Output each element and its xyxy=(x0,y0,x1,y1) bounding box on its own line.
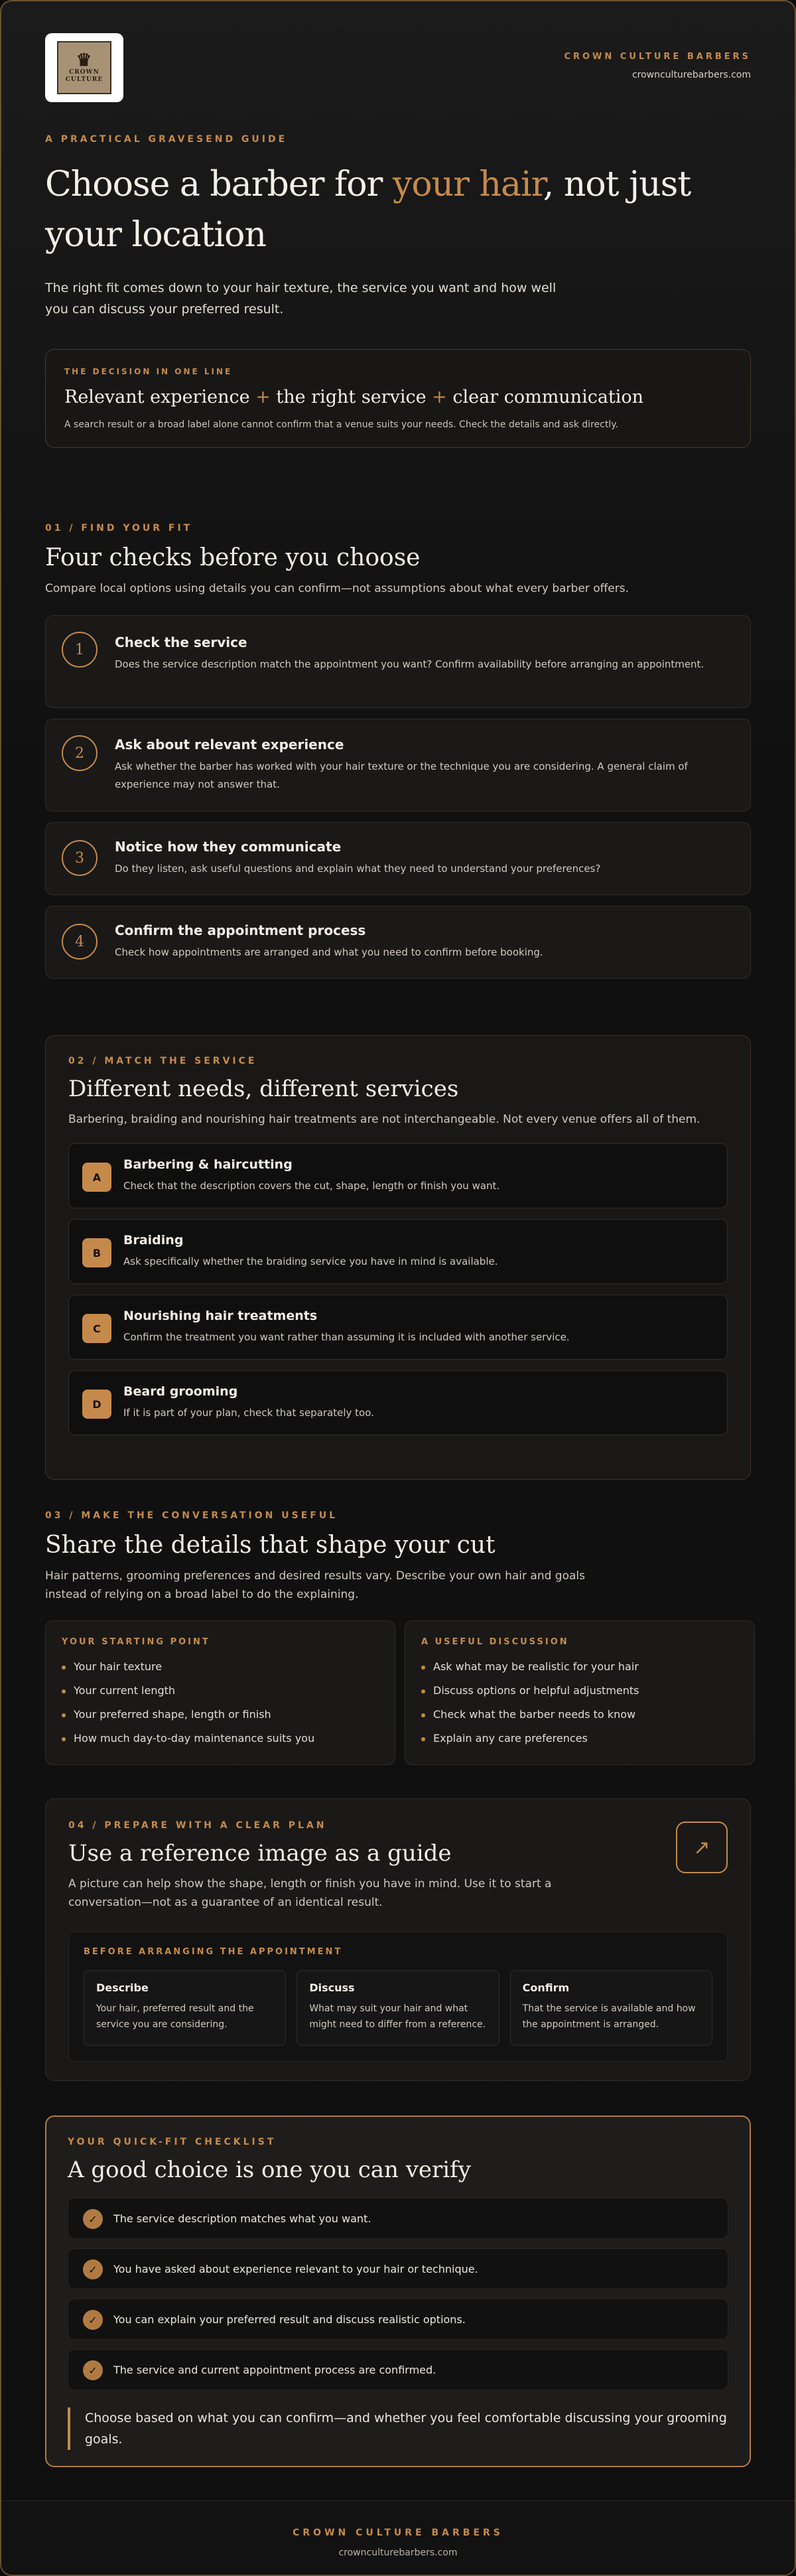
checklist-item xyxy=(68,2198,728,2239)
check-card xyxy=(45,822,751,895)
list-item xyxy=(62,1684,379,1708)
step-desc: Your hair, preferred result and the service you are considering. xyxy=(96,2003,254,2030)
plus-sign: + xyxy=(432,387,447,407)
step-number: 4 xyxy=(62,924,98,960)
list-item-text: Explain any care preferences xyxy=(433,1732,588,1745)
decision-title xyxy=(64,387,732,407)
check-desc: Ask whether the barber has worked with your hair texture or the technique you are considering. A general claim of experience may not answer that. xyxy=(115,760,688,790)
closing-quote: Choose based on what you can confirm—and whether you feel comfortable discussing your grooming goals. xyxy=(68,2407,731,2450)
list-item xyxy=(421,1708,738,1732)
decision-text: A search result or a broad label alone cannot confirm that a venue suits your needs. Check the details and ask directly. xyxy=(64,419,618,430)
brand-url[interactable]: crownculturebarbers.com xyxy=(631,70,751,80)
checklist-text: The service description matches what you want. xyxy=(113,2212,371,2225)
service-title: Barbering & haircutting xyxy=(123,1157,293,1172)
discussion-title: A USEFUL DISCUSSION xyxy=(421,1637,569,1647)
section-prepare-plan xyxy=(45,1798,751,2081)
crown-icon: ♛ xyxy=(76,50,93,70)
service-item xyxy=(68,1219,728,1284)
decision-part1: Relevant experience xyxy=(64,387,250,407)
section-conversation xyxy=(45,1510,751,1604)
step-title: Confirm xyxy=(522,1981,570,1994)
check-title: Notice how they communicate xyxy=(115,839,342,855)
plan-intro: A picture can help show the shape, length or finish you have in mind. Use it to start a conversation—not as a guarantee of an identical result. xyxy=(68,1877,552,1909)
list-item-text: Discuss options or helpful adjustments xyxy=(433,1684,639,1697)
decision-eyebrow: THE DECISION IN ONE LINE xyxy=(64,367,233,376)
footer-url[interactable]: crownculturebarbers.com xyxy=(338,2547,458,2558)
bullet-icon xyxy=(421,1737,425,1741)
service-desc: If it is part of your plan, check that separately too. xyxy=(123,1407,374,1419)
hero-title xyxy=(45,159,751,260)
conversation-intro: Hair patterns, grooming preferences and desired results vary. Describe your own hair and goals instead of relying on a broad label to do the explaining. xyxy=(45,1569,585,1601)
hero-title-part2: , not just your location xyxy=(45,165,691,255)
check-icon: ✓ xyxy=(83,2360,103,2380)
checklist-item xyxy=(68,2248,728,2289)
section-match-service xyxy=(45,1035,751,1480)
plan-steps xyxy=(84,1970,712,2046)
fit-title: Four checks before you choose xyxy=(45,544,421,571)
check-title: Ask about relevant experience xyxy=(115,737,344,752)
check-card xyxy=(45,906,751,979)
list-item xyxy=(62,1708,379,1732)
fit-eyebrow: 01 / FIND YOUR FIT xyxy=(45,523,193,534)
service-desc: Check that the description covers the cut, shape, length or finish you want. xyxy=(123,1180,500,1192)
check-icon: ✓ xyxy=(83,2209,103,2229)
service-item xyxy=(68,1295,728,1360)
decision-card xyxy=(45,349,751,448)
check-card xyxy=(45,615,751,708)
quick-fit-checklist xyxy=(45,2115,751,2467)
before-appointment-box xyxy=(68,1932,728,2062)
service-item xyxy=(68,1370,728,1435)
service-title: Braiding xyxy=(123,1233,184,1248)
list-item-text: Your hair texture xyxy=(74,1660,163,1673)
list-item-text: Check what the barber needs to know xyxy=(433,1708,636,1721)
check-title: Check the service xyxy=(115,634,247,650)
starting-point-card xyxy=(45,1620,395,1765)
site-header xyxy=(45,33,751,106)
list-item-text: Your preferred shape, length or finish xyxy=(74,1708,271,1721)
site-footer xyxy=(1,2500,795,2576)
service-desc: Confirm the treatment you want rather than assuming it is included with another service. xyxy=(123,1331,570,1343)
bullet-icon xyxy=(421,1666,425,1670)
hero-eyebrow: A PRACTICAL GRAVESEND GUIDE xyxy=(45,134,288,145)
step-desc: What may suit your hair and what might need to differ from a reference. xyxy=(309,2003,486,2030)
checklist-item xyxy=(68,2299,728,2340)
plan-step xyxy=(510,1970,712,2046)
plus-sign: + xyxy=(255,387,271,407)
starting-title: YOUR STARTING POINT xyxy=(62,1637,210,1647)
before-title: BEFORE ARRANGING THE APPOINTMENT xyxy=(84,1947,343,1957)
quick-eyebrow: YOUR QUICK-FIT CHECKLIST xyxy=(68,2137,277,2147)
plan-eyebrow: 04 / PREPARE WITH A CLEAR PLAN xyxy=(68,1820,327,1831)
starting-list xyxy=(62,1660,379,1756)
list-item xyxy=(421,1684,738,1708)
hero xyxy=(45,134,751,448)
match-eyebrow: 02 / MATCH THE SERVICE xyxy=(68,1056,257,1066)
quick-title: A good choice is one you can verify xyxy=(68,2157,471,2183)
check-desc: Does the service description match the appointment you want? Confirm availability before arranging an appointment. xyxy=(115,658,704,670)
check-desc: Check how appointments are arranged and what you need to confirm before booking. xyxy=(115,946,543,958)
checklist-text: You have asked about experience relevant to your hair or technique. xyxy=(113,2263,478,2275)
check-card xyxy=(45,719,751,812)
check-title: Confirm the appointment process xyxy=(115,922,366,938)
service-title: Beard grooming xyxy=(123,1384,238,1399)
brand-name: CROWN CULTURE BARBERS xyxy=(564,52,751,62)
step-number: 3 xyxy=(62,840,98,876)
step-number: 2 xyxy=(62,735,98,771)
bullet-icon xyxy=(421,1689,425,1693)
plan-step xyxy=(297,1970,499,2046)
service-badge: D xyxy=(82,1390,111,1419)
check-icon: ✓ xyxy=(83,2310,103,2330)
hero-title-accent: your hair xyxy=(392,165,543,204)
check-desc: Do they listen, ask useful questions and explain what they need to understand your preferences? xyxy=(115,863,601,875)
list-item xyxy=(421,1732,738,1756)
external-arrow-icon[interactable]: ↗ xyxy=(676,1822,728,1873)
list-item xyxy=(62,1732,379,1756)
section-find-fit xyxy=(45,523,751,979)
step-number: 1 xyxy=(62,632,98,668)
hero-lead: The right fit comes down to your hair texture, the service you want and how well you can discuss your preferred result. xyxy=(45,281,557,317)
match-intro: Barbering, braiding and nourishing hair treatments are not interchangeable. Not every venue offers all of them. xyxy=(68,1113,700,1126)
list-item xyxy=(62,1660,379,1684)
fit-intro: Compare local options using details you can confirm—not assumptions about what every barber offers. xyxy=(45,582,630,595)
decision-part2: the right service xyxy=(276,387,427,407)
bullet-icon xyxy=(62,1666,66,1670)
service-badge: A xyxy=(82,1163,111,1192)
list-item-text: Ask what may be realistic for your hair xyxy=(433,1660,639,1673)
plan-step xyxy=(84,1970,286,2046)
checklist-text: You can explain your preferred result and discuss realistic options. xyxy=(113,2313,466,2326)
footer-brand: CROWN CULTURE BARBERS xyxy=(293,2528,503,2538)
hero-title-part1: Choose a barber for xyxy=(45,165,393,204)
list-item-text: Your current length xyxy=(74,1684,176,1697)
conversation-title: Share the details that shape your cut xyxy=(45,1532,496,1559)
bullet-icon xyxy=(62,1737,66,1741)
bullet-icon xyxy=(62,1713,66,1717)
brand-block xyxy=(564,52,751,80)
plan-title: Use a reference image as a guide xyxy=(68,1840,452,1867)
brand-logo[interactable] xyxy=(45,33,123,102)
service-badge: C xyxy=(82,1314,111,1343)
useful-discussion-card xyxy=(405,1620,755,1765)
step-desc: That the service is available and how the appointment is arranged. xyxy=(522,2003,696,2030)
list-item-text: How much day-to-day maintenance suits you xyxy=(74,1732,315,1745)
decision-part3: clear communication xyxy=(452,387,644,407)
checklist-item xyxy=(68,2349,728,2390)
check-icon: ✓ xyxy=(83,2259,103,2279)
service-badge: B xyxy=(82,1238,111,1267)
service-title: Nourishing hair treatments xyxy=(123,1309,318,1323)
bullet-icon xyxy=(421,1713,425,1717)
checklist-text: The service and current appointment process are confirmed. xyxy=(113,2364,436,2376)
step-title: Describe xyxy=(96,1981,149,1994)
list-item xyxy=(421,1660,738,1684)
logo-emblem: ♛ CROWN CULTURE xyxy=(57,41,111,94)
discussion-list xyxy=(421,1660,738,1756)
step-title: Discuss xyxy=(309,1981,355,1994)
conversation-eyebrow: 03 / MAKE THE CONVERSATION USEFUL xyxy=(45,1510,338,1521)
service-item xyxy=(68,1143,728,1208)
service-desc: Ask specifically whether the braiding service you have in mind is available. xyxy=(123,1255,498,1267)
match-title: Different needs, different services xyxy=(68,1076,459,1102)
bullet-icon xyxy=(62,1689,66,1693)
